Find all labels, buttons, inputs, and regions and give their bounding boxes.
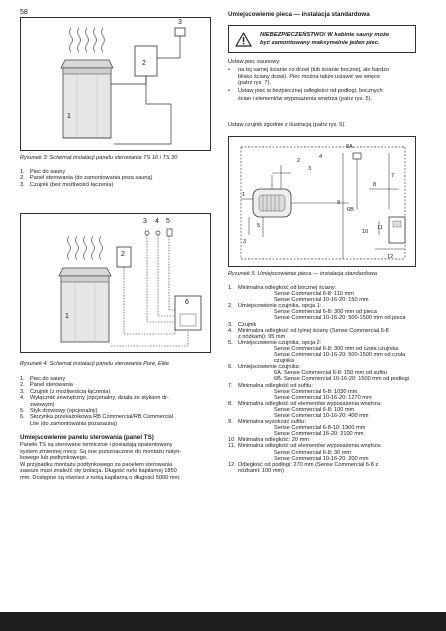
ts-section-paragraph: Panele TS są sterowane termicznie i posiadają opatentowany system zmiennej mocy. Są one przeznaczone do montażu natyn- kowego lub podtynkowego. W przypadku montażu podtynkowego za panelem sterowania zawsze musi znaleźć się izolacja. Długość rurki kapilarnej 1850 mm. Dostępne są również z rurką kapilarną o długości 5000 mm.: [20, 442, 182, 481]
list-item: 5. Styk drzwiowy (opcjonalny): [20, 408, 98, 415]
list-item: 2. Umiejscowienie czujnika, opcja 1:: [228, 303, 322, 310]
page-number: 58: [20, 9, 28, 16]
list-item: 3. Czujnik: [228, 321, 257, 328]
external-switch-shape: [156, 231, 160, 235]
list-item: czujnika: [274, 358, 295, 365]
list-item: 6A. Sense Commercial 6-8: 150 mm od sufitu: [274, 370, 387, 377]
figure-5-label-8: 8: [373, 182, 377, 188]
list-item: Sense Commercial 6-8: 30 mm: [274, 449, 352, 456]
list-item: 6. Skrzynka przekaźnikowa RB Commercial/RB Commercial: [20, 414, 173, 421]
warning-icon: [235, 32, 252, 47]
sensor-shape: [175, 28, 185, 36]
figure-5-label-7: 7: [391, 173, 395, 179]
list-item: Sense Commercial 6-8-10: 1900 mm: [274, 425, 366, 432]
list-item: 9. Minimalna wysokość sufitu:: [228, 419, 306, 426]
footer-bar: [0, 612, 446, 631]
heater-top-view: [253, 189, 291, 217]
list-item-continuation: Lite (do zamontowania pozasauną): [30, 420, 118, 427]
figure-5-legend: [228, 285, 409, 474]
figure-5-diagram: [229, 137, 417, 268]
figure-3-label-1: 1: [67, 113, 71, 120]
sensor-shape: [353, 153, 361, 159]
figure-5-label-12: 12: [387, 254, 394, 260]
figure-5-label-11: 11: [377, 225, 383, 231]
list-item: z nóżkami): 95 mm: [238, 333, 286, 340]
figure-5-label-6b: 6B: [347, 207, 354, 213]
list-item: Sense Commercial 10-16-20: 400 mm: [274, 412, 369, 419]
placement-intro: Ustaw piec saunowy:: [228, 59, 281, 65]
sensor-placement-line: Ustaw czujnik zgodnie z ilustracją (patrz rys. 5).: [228, 122, 346, 128]
figure-5-caption: Rysunek 5. Umiejscowienie pieca — instalacja standardowa: [228, 271, 377, 277]
figure-5-label-4: 4: [319, 154, 323, 160]
list-item-continuation: zwiowym): [30, 401, 55, 408]
list-item: 10. Minimalna odległość: 20 mm: [228, 437, 309, 444]
danger-warning-box: [228, 25, 416, 53]
list-item: 8. Minimalna odległość od elementów wyposażenia wnętrza:: [228, 400, 382, 407]
figure-5: [228, 136, 416, 267]
list-item: 2. Panel sterowania: [20, 382, 73, 389]
list-item: Sense Commercial 16-20: 2100 mm: [274, 431, 364, 438]
warning-text-line-2: być zamontowany maksymalnie jeden piec.: [260, 40, 380, 46]
list-item: 5. Umiejscowienie czujnika, opcja 2:: [228, 339, 322, 346]
list-item: 6B. Sense Commercial 10-16-20: 1500 mm od podłogi: [274, 376, 409, 383]
figure-4-label-3: 3: [143, 218, 147, 225]
figure-4-caption: Rysunek 4: Schemat instalacji panelu sterowania Pure, Elite: [20, 361, 169, 367]
list-item: 1. Piec do sauny: [20, 376, 66, 382]
figure-5-label-2: 2: [297, 158, 301, 164]
placement-heading: Umiejscowienie pieca — instalacja standardowa: [228, 11, 370, 18]
figure-4-label-2: 2: [121, 251, 125, 258]
steam-icon: [68, 236, 103, 260]
list-item: Sense Commercial 6-8: 110 mm: [274, 291, 354, 298]
list-item: 2. Panel sterowania (do zamontowania poza sauną): [20, 175, 153, 182]
figure-3: [20, 17, 211, 151]
figure-4-label-4: 4: [155, 218, 159, 225]
list-item: 11. Minimalna odległość od elementów wyposażenia wnętrza:: [228, 443, 382, 450]
list-item: Sense Commercial 10-16-20: 200 mm: [274, 455, 369, 462]
list-item: Sense Commercial 10-16-20: 150 mm: [274, 297, 369, 304]
heater-shape: [61, 60, 113, 138]
list-item: Sense Commercial 10-16-20: 500-1500 mm od czoła: [274, 352, 406, 359]
warning-text-line-1: NIEBEZPIECZEŃSTWO! W kabinie sauny może: [260, 32, 390, 38]
list-item: nóżkami: 100 mm): [238, 467, 285, 474]
figure-3-label-3: 3: [178, 19, 182, 26]
list-item: 6. Umiejscowienie czujnika:: [228, 364, 301, 371]
figure-5-label-3b: 3: [243, 239, 247, 245]
figure-5-label-1: 1: [242, 192, 246, 198]
list-item: 1. Minimalna odległość od bocznej ściany:: [228, 285, 337, 291]
figure-5-label-3: 3: [308, 166, 312, 172]
heater-shape: [59, 268, 111, 342]
list-item: 12. Odległość od podłogi: 270 mm (Sense Commercial 6-8 z: [228, 461, 379, 468]
figure-4-legend: [20, 376, 173, 427]
list-item: 3. Czujnik (z możliwością łączenia): [20, 388, 111, 395]
list-item: 3. Czujnik (bez możliwości łączenia): [20, 181, 114, 188]
list-item: 4. Wyłącznik zewnętrzny (opcjonalny, działa ze stykiem dr-: [20, 395, 169, 402]
figure-4-diagram: [21, 214, 212, 354]
sensor-shape: [145, 231, 149, 235]
figure-5-label-10: 10: [362, 229, 369, 235]
figure-3-legend: [20, 169, 153, 188]
figure-5-label-5: 5: [257, 223, 261, 229]
list-item: 7. Minimalna odległość od sufitu:: [228, 382, 313, 389]
list-item: Sense Commercial 6-8: 100 mm: [274, 406, 355, 413]
control-panel-shape: [135, 46, 157, 76]
figure-4-label-5: 5: [166, 218, 170, 225]
figure-4-label-1: 1: [65, 313, 69, 320]
ts-section-heading: Umiejscowienie panelu sterowania (panel TS): [20, 434, 154, 441]
figure-5-label-8a: 8A: [346, 144, 353, 150]
steam-icon: [70, 28, 105, 52]
figure-3-caption: Rysunek 3: Schemat instalacji panelu sterowania TS 16 i TS 30: [20, 155, 178, 161]
list-item: Sense Commercial 10-16-20: 500-1500 mm od pieca: [274, 315, 406, 322]
figure-3-diagram: [21, 18, 212, 152]
figure-3-label-2: 2: [142, 60, 146, 67]
figure-4-label-6: 6: [185, 299, 189, 306]
list-item: 1. Piec do sauny: [20, 169, 66, 175]
list-item: Sense Commercial 6-8: 1030 mm: [274, 388, 358, 395]
list-item: Sense Commercial 10-16-20: 1270 mm: [274, 394, 372, 401]
list-item: 4. Minimalna odległość od tylnej ściany (Sense Commercial 6-8: [228, 327, 389, 334]
placement-bullets: • na tej samej ścianie co drzwi (lub ścianie bocznej, ale bardzo blisko ściany drzwi). Piec można także ustawić we wnęce (patrz rys. 7). • Ustaw piec w bezpiecznej odległości od podłogi, bocznych ścian i elementów wyposażenia wnętrza (patrz rys. 5).: [228, 67, 390, 103]
list-item: Sense Commercial 6-8: 300 mm od pieca: [274, 309, 377, 316]
figure-4: [20, 213, 211, 353]
list-item: Sense Commercial 6-8: 300 mm od czoła czujnika: [274, 345, 399, 352]
figure-5-label-9: 9: [337, 200, 341, 206]
door-switch-shape: [167, 229, 172, 236]
